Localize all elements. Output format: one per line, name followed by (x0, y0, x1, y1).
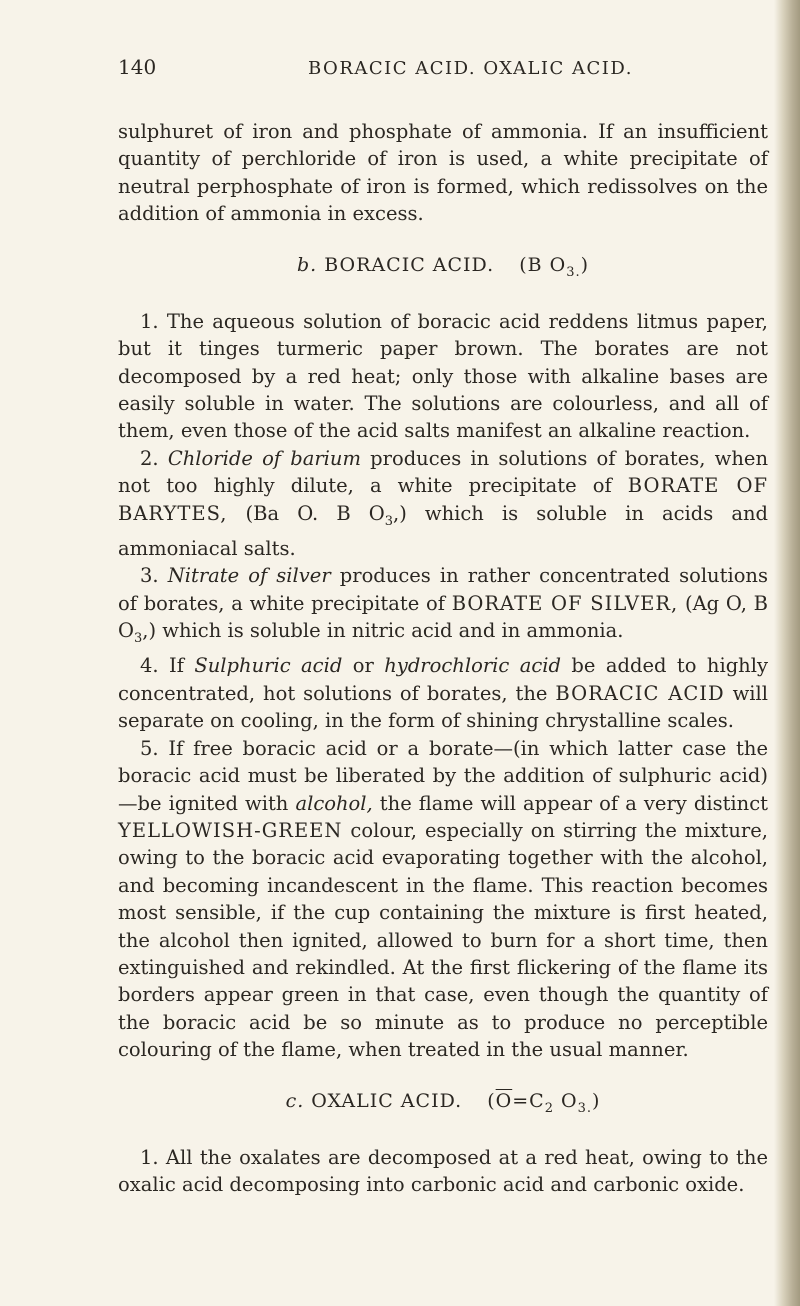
paragraph-3: 3. Nitrate of silver produces in rather concentrated solutions of borates, a white precipitate of BORATE OF SILVER, (Ag O, B $O_3$,) which is soluble in nitric acid and in ammonia. (118, 564, 768, 647)
paragraph-6: 1. All the oxalates are decomposed at a red heat, owing to the oxalic acid decomposing into carbonic acid and carbonic oxide. (118, 1145, 768, 1197)
section-formula: ($\overline{O}=C_2$ $O_{3.}$) (487, 1089, 601, 1116)
section-heading-boracic-acid (118, 252, 768, 286)
opening-paragraph: sulphuret of iron and phosphate of ammonia. If an insufficient quantity of perchloride of iron is used, a white precipitate of neutral perphosphate of iron is formed, which redissolves on the addition of ammonia in excess. (118, 120, 768, 226)
section-title: BORACIC ACID. (324, 253, 495, 276)
paragraph-2: 2. Chloride of barium produces in solutions of borates, when not too highly dilute, a white precipitate of BORATE OF BARYTES, (Ba O. B $O_3$,) which is soluble in acids and ammoniacal salts. (118, 446, 769, 560)
section-title: OXALIC ACID. (311, 1089, 463, 1112)
reagent-name: alcohol, (295, 791, 373, 815)
running-head (118, 50, 768, 82)
running-title: BORACIC ACID. OXALIC ACID. (308, 58, 633, 79)
reagent-name: Sulphuric acid (194, 654, 343, 678)
section-heading-oxalic-acid (118, 1088, 768, 1122)
reagent-name: Nitrate of silver (167, 564, 331, 588)
precipitate-name: BORATE OF SILVER, (451, 591, 679, 615)
paragraph-1: 1. The aqueous solution of boracic acid reddens litmus paper, but it tinges turmeric paper brown. The borates are not decomposed by a red heat; only those with alkaline bases are easily soluble in water. The solutions are colourless, and all of them, even those of the acid salts manifest an alkaline reaction. (118, 309, 768, 443)
paragraph-5: 5. If free boracic acid or a borate—(in which latter case the boracic acid must be liberated by the addition of sulphuric acid)—be ignited with alcohol, the flame will appear of a very distinct YELLOWISH-GREEN colour, especially on stirring the mixture, owing to the boracic acid evaporating together with the alcohol, and becoming incandescent in the flame. This reaction becomes most sensible, if the cup containing the mixture is first heated, the alcohol then ignited, allowed to burn for a short time, then extinguished and rekindled. At the first flickering of the flame its borders appear green in that case, even though the quantity of the boracic acid be so minute as to produce no perceptible colouring of the flame, when treated in the usual manner. (118, 736, 768, 1062)
book-page (118, 50, 768, 1199)
precipitate-name: BORATE OF BARYTES, (118, 474, 768, 525)
section-formula: (B $O_{3.}$) (519, 253, 590, 280)
reagent-name: hydrochloric acid (384, 654, 561, 678)
flame-colour: YELLOWISH-GREEN (118, 818, 343, 842)
body-text (118, 118, 768, 1199)
reagent-name: Chloride of barium (167, 446, 361, 470)
product-name: BORACIC ACID (555, 681, 725, 705)
page-edge-shadow (774, 0, 800, 1306)
page-number: 140 (118, 55, 157, 79)
section-letter: c. (285, 1089, 305, 1112)
section-letter: b. (296, 253, 318, 276)
paragraph-4: 4. If Sulphuric acid or hydrochloric acid be added to highly concentrated, hot solutions of borates, the BORACIC ACID will separate on cooling, in the form of shining chrystalline scales. (118, 654, 768, 733)
